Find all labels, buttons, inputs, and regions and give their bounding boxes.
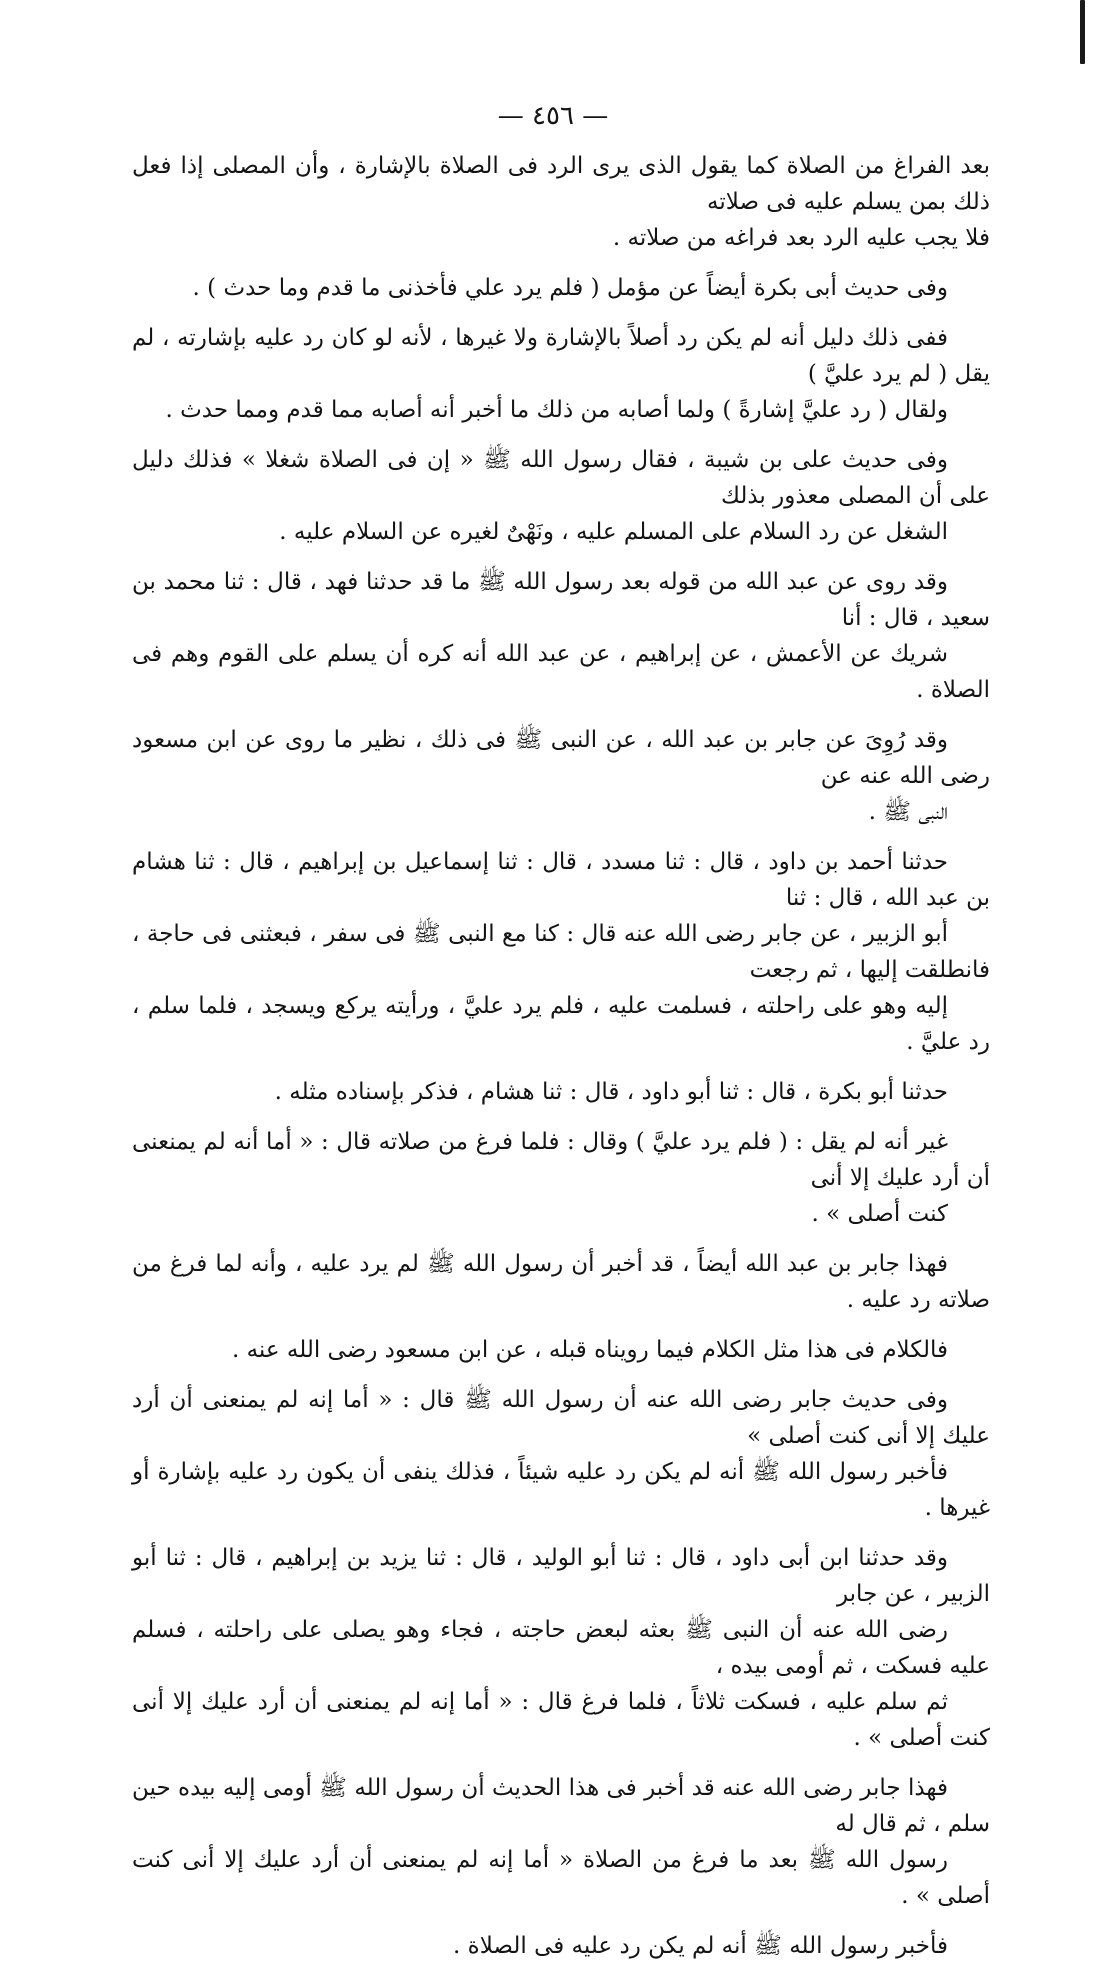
paragraph <box>132 1928 990 1964</box>
paragraph <box>132 1770 990 1914</box>
paragraph <box>132 1074 990 1110</box>
paragraph <box>132 722 990 830</box>
paragraph <box>132 1382 990 1526</box>
text-line: رضى الله عنه أن النبى ﷺ بعثه لبعض حاجته ، فجاء وهو يصلى على راحلته ، فسلم عليه فسكت ، ثم أومى بيده ، <box>132 1617 990 1679</box>
paragraph <box>132 844 990 1060</box>
paragraph <box>132 1246 990 1318</box>
text-line: ففى ذلك دليل أنه لم يكن رد أصلاً بالإشارة ولا غيرها ، لأنه لو كان رد عليه بإشارته ، لم يقل ( لم يرد عليَّ ) <box>132 325 990 387</box>
text-line: شريك عن الأعمش ، عن إبراهيم ، عن عبد الله أنه كره أن يسلم على القوم وهم فى الصلاة . <box>132 641 990 703</box>
paragraph <box>132 442 990 550</box>
paragraph <box>132 1124 990 1232</box>
text-line: ولقال ( رد عليَّ إشارةً ) ولما أصابه من ذلك ما أخبر أنه أصابه مما قدم ومما حدث . <box>165 397 948 423</box>
text-line: النبى ﷺ . <box>868 799 948 825</box>
text-line: وفى حديث أبى بكرة أيضاً عن مؤمل ( فلم يرد علي فأخذنى ما قدم وما حدث ) . <box>192 275 948 301</box>
text-line: الشغل عن رد السلام على المسلم عليه ، ونَهْىٌ لغيره عن السلام عليه . <box>279 519 948 545</box>
text-line: وقد روى عن عبد الله من قوله بعد رسول الله ﷺ ما قد حدثنا فهد ، قال : ثنا محمد بن سعيد ، قال : أنا <box>132 569 990 631</box>
page-number: — ٤٥٦ — <box>497 101 609 131</box>
margin-mark <box>1080 0 1085 64</box>
text-line: رسول الله ﷺ بعد ما فرغ من الصلاة « أما إنه لم يمنعنى أن أرد عليك إلا أنى كنت أصلى » . <box>132 1847 990 1909</box>
text-line: إليه وهو على راحلته ، فسلمت عليه ، فلم يرد عليَّ ، ورأيته يركع ويسجد ، فلما سلم ، رد عليَّ . <box>132 993 990 1055</box>
body-text <box>132 148 990 1978</box>
text-line: بعد الفراغ من الصلاة كما يقول الذى يرى الرد فى الصلاة بالإشارة ، وأن المصلى إذا فعل ذلك بمن يسلم عليه فى صلاته <box>132 153 990 215</box>
text-line: حدثنا أبو بكرة ، قال : ثنا أبو داود ، قال : ثنا هشام ، فذكر بإسناده مثله . <box>274 1079 948 1105</box>
paragraph <box>132 270 990 306</box>
text-line: وفى حديث على بن شيبة ، فقال رسول الله ﷺ « إن فى الصلاة شغلا » فذلك دليل على أن المصلى معذور بذلك <box>132 447 990 509</box>
paragraph <box>132 564 990 708</box>
text-line: فهذا جابر رضى الله عنه قد أخبر فى هذا الحديث أن رسول الله ﷺ أومى إليه بيده حين سلم ، ثم قال له <box>132 1775 990 1837</box>
paragraph <box>132 148 990 256</box>
paragraph <box>132 1540 990 1756</box>
text-line: فلا يجب عليه الرد بعد فراغه من صلاته . <box>612 225 990 251</box>
text-line: كنت أصلى » . <box>811 1201 948 1227</box>
text-line: فأخبر رسول الله ﷺ أنه لم يكن رد عليه فى الصلاة . <box>453 1933 948 1959</box>
text-line: حدثنا أحمد بن داود ، قال : ثنا مسدد ، قال : ثنا إسماعيل بن إبراهيم ، قال : ثنا هشام بن عبد الله ، قال : ثنا <box>132 849 990 911</box>
text-line: وفى حديث جابر رضى الله عنه أن رسول الله ﷺ قال : « أما إنه لم يمنعنى أن أرد عليك إلا أنى كنت أصلى » <box>132 1387 990 1449</box>
text-line: أبو الزبير ، عن جابر رضى الله عنه قال : كنا مع النبى ﷺ فى سفر ، فبعثنى فى حاجة ، فانطلقت إليها ، ثم رجعت <box>132 921 990 983</box>
paragraph <box>132 1332 990 1368</box>
text-line: غير أنه لم يقل : ( فلم يرد عليَّ ) وقال : فلما فرغ من صلاته قال : « أما أنه لم يمنعنى أن أرد عليك إلا أنى <box>132 1129 990 1191</box>
text-line: فأخبر رسول الله ﷺ أنه لم يكن رد عليه شيئاً ، فذلك ينفى أن يكون رد عليه بإشارة أو غيرها . <box>132 1459 990 1521</box>
paragraph <box>132 320 990 428</box>
text-line: فهذا جابر بن عبد الله أيضاً ، قد أخبر أن رسول الله ﷺ لم يرد عليه ، وأنه لما فرغ من صلاته رد عليه . <box>132 1251 990 1313</box>
text-line: وقد رُوِىَ عن جابر بن عبد الله ، عن النبى ﷺ فى ذلك ، نظير ما روى عن ابن مسعود رضى الله عنه عن <box>132 727 990 789</box>
text-line: وقد حدثنا ابن أبى داود ، قال : ثنا أبو الوليد ، قال : ثنا يزيد بن إبراهيم ، قال : ثنا أبو الزبير ، عن جابر <box>132 1545 990 1607</box>
text-line: ثم سلم عليه ، فسكت ثلاثاً ، فلما فرغ قال : « أما إنه لم يمنعنى أن أرد عليك إلا أنى كنت أصلى » . <box>132 1689 990 1751</box>
text-line: فالكلام فى هذا مثل الكلام فيما رويناه قبله ، عن ابن مسعود رضى الله عنه . <box>231 1337 948 1363</box>
